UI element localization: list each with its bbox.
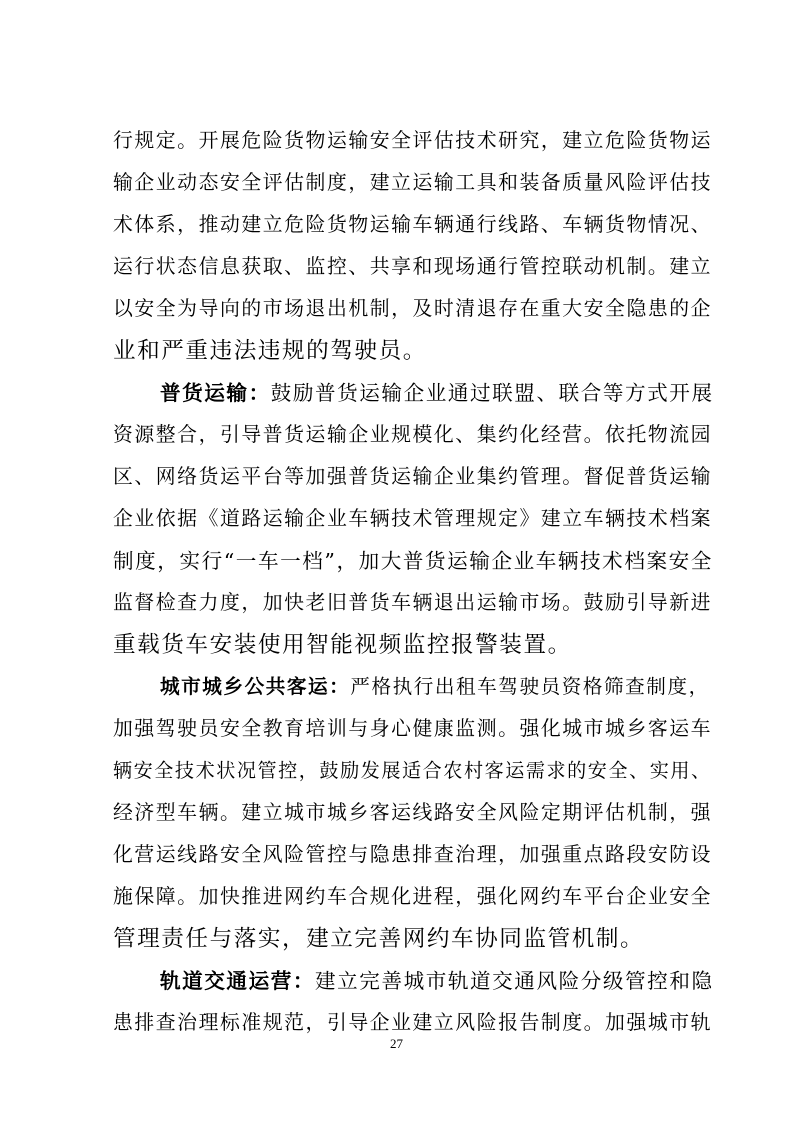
text-line: 资源整合，引导普货运输企业规模化、集约化经营。依托物流园 [113,423,713,446]
text-line: 管理责任与落实，建立完善网约车协同监管机制。 [113,926,645,952]
text-line [160,376,713,410]
text-line: 化营运线路安全风险管控与隐患排查治理，加强重点路段安防设 [113,843,713,866]
text-line: 制度，实行“一车一档”，加大普货运输企业车辆技术档案安全 [113,549,713,573]
text-line: 企业依据《道路运输企业车辆技术管理规定》建立车辆技术档案 [113,507,713,530]
text-line: 业和严重违法违规的驾驶员。 [113,338,427,364]
section-heading: 城市城乡公共客运： [160,675,351,698]
text-run: 鼓励普货运输企业通过联盟、联合等方式开展 [270,381,714,405]
text-line [160,964,713,998]
text-line: 经济型车辆。建立城市城乡客运线路安全风险定期评估机制，强 [113,801,713,824]
text-line: 输企业动态安全评估制度，建立运输工具和装备质量风险评估技 [113,171,713,194]
page-number: 27 [390,1036,403,1051]
text-line: 术体系，推动建立危险货物运输车辆通行线路、车辆货物情况、 [113,213,713,236]
text-line: 监督检查力度，加快老旧普货车辆退出运输市场。鼓励引导新进 [113,591,713,614]
text-line: 加强驾驶员安全教育培训与身心健康监测。强化城市城乡客运车 [113,717,713,740]
text-line: 重载货车安装使用智能视频监控报警装置。 [113,632,572,658]
text-line: 运行状态信息获取、监控、共享和现场通行管控联动机制。建立 [113,255,713,278]
text-run: 建立完善城市轨道交通风险分级管控和隐 [315,969,714,993]
text-line: 行规定。开展危险货物运输安全评估技术研究，建立危险货物运 [113,129,713,152]
text-line: 以安全为导向的市场退出机制，及时清退存在重大安全隐患的企 [113,297,713,320]
text-line [160,670,713,704]
text-line: 患排查治理标准规范，引导企业建立风险报告制度。加强城市轨 [113,1011,713,1034]
section-heading: 普货运输： [160,381,271,405]
text-line: 区、网络货运平台等加强普货运输企业集约管理。督促普货运输 [113,465,713,488]
section-heading: 轨道交通运营： [160,969,316,993]
text-line: 施保障。加快推进网约车合规化进程，强化网约车平台企业安全 [113,885,713,908]
text-run: 严格执行出租车驾驶员资格筛查制度， [350,675,710,698]
text-line: 辆安全技术状况管控，鼓励发展适合农村客运需求的安全、实用、 [113,759,712,782]
